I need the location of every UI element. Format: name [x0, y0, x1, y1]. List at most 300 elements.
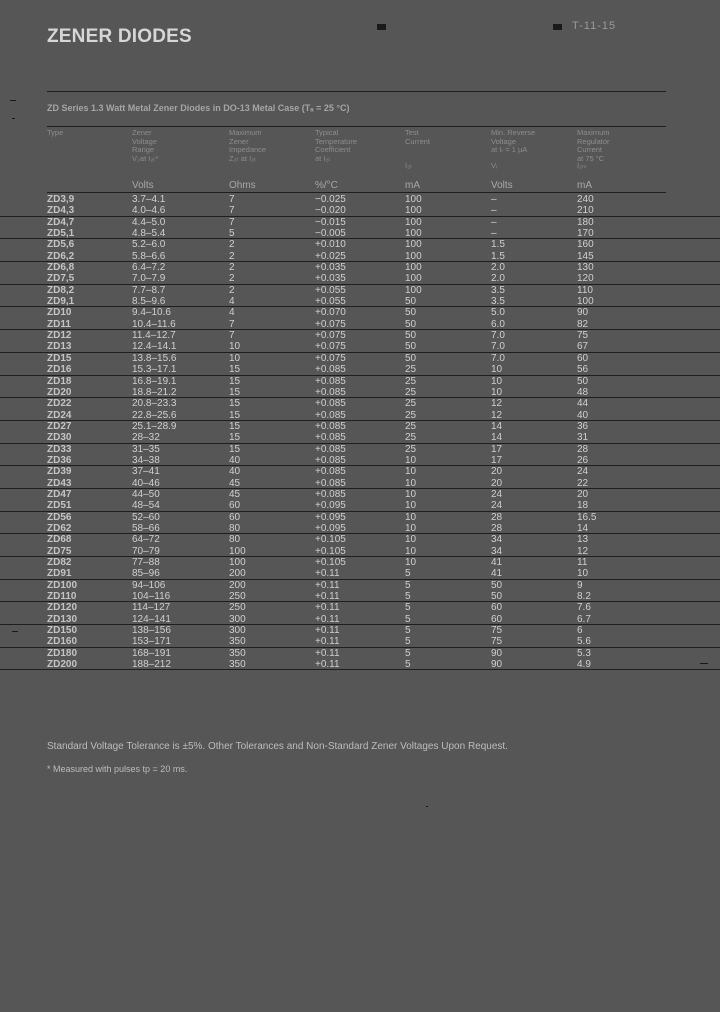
value-cell: +0.085 [315, 375, 346, 387]
value-cell: 31–35 [132, 443, 160, 455]
value-cell: 24 [491, 500, 503, 512]
value-cell: 52–60 [132, 511, 160, 523]
value-cell: 5.6 [577, 636, 591, 648]
value-cell: 1.5 [491, 239, 505, 251]
value-cell: 200 [229, 568, 246, 580]
type-cell: ZD12 [47, 330, 72, 342]
value-cell: 24 [577, 466, 589, 478]
value-cell: 48–54 [132, 500, 160, 512]
table-row [0, 636, 720, 647]
value-cell: 7.0 [491, 352, 505, 364]
value-cell: 40 [229, 454, 241, 466]
value-cell: 2.0 [491, 273, 505, 285]
table-row [0, 330, 720, 341]
value-cell: 10 [229, 352, 241, 364]
value-cell: 7.0–7.9 [132, 273, 166, 285]
column-symbol: Vᵣ [491, 161, 498, 170]
value-cell: 80 [229, 534, 241, 546]
value-cell: +0.085 [315, 420, 346, 432]
value-cell: 2 [229, 273, 235, 285]
type-cell: ZD56 [47, 511, 72, 523]
table-row [0, 659, 720, 670]
value-cell: 22 [577, 477, 589, 489]
value-cell: 10 [405, 545, 417, 557]
value-cell: 10 [405, 454, 417, 466]
value-cell: 5 [405, 568, 411, 580]
value-cell: 70–79 [132, 545, 160, 557]
value-cell: 12 [577, 545, 589, 557]
table-row [0, 251, 720, 262]
scan-speck [426, 806, 428, 807]
value-cell: 75 [491, 625, 503, 637]
value-cell: 25 [405, 409, 417, 421]
value-cell: 16.8–19.1 [132, 375, 177, 387]
column-unit: Ohms [229, 180, 256, 191]
value-cell: 50 [405, 352, 417, 364]
value-cell: 10 [405, 488, 417, 500]
value-cell: 25 [405, 443, 417, 455]
value-cell: 45 [229, 477, 241, 489]
value-cell: 3.5 [491, 284, 505, 296]
value-cell: 25.1–28.9 [132, 420, 177, 432]
value-cell: 5 [405, 659, 411, 671]
type-cell: ZD200 [47, 659, 78, 671]
value-cell: +0.010 [315, 239, 346, 251]
value-cell: 15 [229, 375, 241, 387]
value-cell: 13 [577, 534, 589, 546]
value-cell: 34 [491, 545, 503, 557]
value-cell: 1.5 [491, 250, 505, 262]
value-cell: +0.095 [315, 511, 346, 523]
value-cell: 15 [229, 398, 241, 410]
type-cell: ZD68 [47, 534, 72, 546]
value-cell: 60 [229, 511, 241, 523]
value-cell: 114–127 [132, 602, 171, 614]
value-cell: 7 [229, 194, 235, 205]
value-cell: 10 [491, 375, 503, 387]
value-cell: 180 [577, 216, 594, 228]
type-cell: ZD110 [47, 591, 77, 603]
value-cell: 100 [229, 557, 246, 568]
value-cell: +0.11 [315, 579, 340, 591]
value-cell: +0.085 [315, 477, 346, 489]
value-cell: +0.11 [315, 636, 340, 648]
value-cell: 9 [577, 579, 583, 591]
type-cell: ZD20 [47, 386, 72, 398]
value-cell: 124–141 [132, 613, 171, 625]
value-cell: 44 [577, 398, 589, 410]
value-cell: 5 [405, 625, 411, 637]
value-cell: 36 [577, 420, 589, 432]
table-row [0, 319, 720, 330]
value-cell: 20.8–23.3 [132, 398, 177, 410]
value-cell: 15 [229, 420, 241, 432]
type-cell: ZD43 [47, 477, 72, 489]
table-row [0, 534, 720, 545]
value-cell: +0.11 [315, 659, 340, 671]
value-cell: 240 [577, 194, 594, 205]
value-cell: +0.085 [315, 409, 346, 421]
value-cell: 10 [405, 557, 417, 568]
value-cell: 6.7 [577, 613, 591, 625]
value-cell: 60 [491, 602, 503, 614]
value-cell: 5.3 [577, 647, 591, 659]
value-cell: 12.4–14.1 [132, 341, 177, 353]
table-row [0, 512, 720, 523]
document-code: T-11-15 [572, 20, 617, 32]
value-cell: 90 [491, 659, 503, 671]
value-cell: +0.085 [315, 432, 346, 444]
value-cell: 20 [491, 466, 503, 478]
value-cell: +0.085 [315, 443, 346, 455]
value-cell: 5.2–6.0 [132, 239, 166, 251]
value-cell: 153–171 [132, 636, 171, 648]
table-row [0, 478, 720, 489]
value-cell: 90 [491, 647, 503, 659]
registration-mark [553, 24, 562, 30]
value-cell: 82 [577, 318, 589, 330]
type-cell: ZD5,6 [47, 239, 75, 251]
value-cell: 2.0 [491, 262, 505, 274]
value-cell: 100 [405, 216, 422, 228]
value-cell: 94–106 [132, 579, 166, 591]
value-cell: +0.11 [315, 625, 340, 637]
value-cell: 75 [491, 636, 503, 648]
value-cell: +0.105 [315, 534, 346, 546]
value-cell: 58–66 [132, 522, 160, 534]
value-cell: +0.11 [315, 568, 340, 580]
value-cell: +0.075 [315, 330, 346, 342]
type-cell: ZD75 [47, 545, 72, 557]
value-cell: 100 [405, 205, 422, 217]
value-cell: 10 [229, 341, 241, 353]
table-row [0, 228, 720, 239]
value-cell: 40 [229, 466, 241, 478]
type-cell: ZD51 [47, 500, 72, 512]
value-cell: 100 [577, 296, 594, 308]
value-cell: 40–46 [132, 477, 160, 489]
value-cell: 25 [405, 364, 417, 376]
value-cell: – [491, 216, 497, 228]
value-cell: 5 [405, 647, 411, 659]
value-cell: 6.4–7.2 [132, 262, 166, 274]
value-cell: 100 [405, 262, 422, 274]
table-row [0, 410, 720, 421]
value-cell: 25 [405, 398, 417, 410]
value-cell: 37–41 [132, 466, 160, 478]
value-cell: 10.4–11.6 [132, 318, 176, 330]
value-cell: 13.8–15.6 [132, 352, 177, 364]
type-cell: ZD13 [47, 341, 72, 353]
value-cell: 100 [405, 273, 422, 285]
value-cell: +0.085 [315, 386, 346, 398]
type-cell: ZD27 [47, 420, 72, 432]
value-cell: 10 [405, 477, 417, 489]
value-cell: 44–50 [132, 488, 160, 500]
type-cell: ZD18 [47, 375, 72, 387]
value-cell: 300 [229, 613, 246, 625]
value-cell: 25 [405, 432, 417, 444]
value-cell: 130 [577, 262, 594, 274]
value-cell: 120 [577, 273, 594, 285]
type-cell: ZD62 [47, 522, 72, 534]
value-cell: 168–191 [132, 647, 171, 659]
value-cell: 2 [229, 284, 235, 296]
value-cell: 26 [577, 454, 589, 466]
table-row [0, 205, 720, 216]
value-cell: 14 [491, 420, 503, 432]
table-row [0, 387, 720, 398]
value-cell: 100 [405, 228, 422, 240]
zener-table [0, 194, 720, 670]
value-cell: +0.095 [315, 522, 346, 534]
table-row [0, 353, 720, 364]
table-row [0, 432, 720, 443]
value-cell: 16.5 [577, 511, 597, 523]
value-cell: 50 [405, 307, 417, 319]
value-cell: 22.8–25.6 [132, 409, 177, 421]
value-cell: 350 [229, 659, 246, 671]
table-row [0, 455, 720, 466]
value-cell: 17 [491, 454, 503, 466]
value-cell: 41 [491, 557, 503, 568]
value-cell: 5.8–6.6 [132, 250, 166, 262]
table-row [0, 296, 720, 307]
value-cell: 50 [405, 318, 417, 330]
table-row [0, 239, 720, 250]
type-cell: ZD82 [47, 557, 72, 568]
value-cell: 7.6 [577, 602, 591, 614]
value-cell: 2 [229, 262, 235, 274]
value-cell: 15 [229, 443, 241, 455]
value-cell: 24 [491, 488, 503, 500]
value-cell: 11 [577, 557, 588, 568]
footnote: * Measured with pulses tp = 20 ms. [47, 764, 188, 774]
table-row [0, 568, 720, 579]
value-cell: 6 [577, 625, 583, 637]
value-cell: 8.5–9.6 [132, 296, 166, 308]
value-cell: +0.085 [315, 454, 346, 466]
table-row [0, 546, 720, 557]
value-cell: 10 [491, 364, 503, 376]
value-cell: 2 [229, 239, 235, 251]
value-cell: +0.085 [315, 488, 346, 500]
type-cell: ZD4,7 [47, 216, 75, 228]
value-cell: 12 [491, 409, 503, 421]
scan-speck [700, 663, 708, 664]
value-cell: 34 [491, 534, 503, 546]
value-cell: 17 [491, 443, 503, 455]
value-cell: 7 [229, 318, 235, 330]
value-cell: 145 [577, 250, 594, 262]
value-cell: 40 [577, 409, 589, 421]
value-cell: 5 [405, 602, 411, 614]
type-cell: ZD22 [47, 398, 72, 410]
column-heading: Zener Voltage Range V₂at I₂ₜ* [132, 128, 159, 163]
column-unit: mA [577, 180, 592, 191]
value-cell: +0.025 [315, 250, 346, 262]
value-cell: 7.0 [491, 330, 505, 342]
value-cell: +0.075 [315, 341, 346, 353]
value-cell: 5 [405, 591, 411, 603]
value-cell: 4.9 [577, 659, 591, 671]
value-cell: 12 [491, 398, 503, 410]
value-cell: +0.11 [315, 647, 340, 659]
value-cell: 104–116 [132, 591, 171, 603]
type-cell: ZD100 [47, 579, 78, 591]
type-cell: ZD39 [47, 466, 72, 478]
type-cell: ZD6,8 [47, 262, 75, 274]
value-cell: 56 [577, 364, 589, 376]
type-cell: ZD47 [47, 488, 72, 500]
type-cell: ZD7,5 [47, 273, 75, 285]
table-row [0, 523, 720, 534]
value-cell: −0.025 [315, 194, 346, 205]
value-cell: 28–32 [132, 432, 160, 444]
type-cell: ZD36 [47, 454, 72, 466]
table-row [0, 489, 720, 500]
value-cell: 60 [491, 613, 503, 625]
value-cell: +0.11 [315, 613, 340, 625]
type-cell: ZD3,9 [47, 194, 75, 205]
value-cell: 50 [491, 579, 503, 591]
table-row [0, 398, 720, 409]
value-cell: 28 [577, 443, 589, 455]
value-cell: +0.105 [315, 557, 346, 568]
value-cell: 210 [577, 205, 594, 217]
value-cell: 28 [491, 511, 503, 523]
value-cell: 41 [491, 568, 503, 580]
value-cell: −0.005 [315, 228, 346, 240]
value-cell: +0.105 [315, 545, 346, 557]
value-cell: 300 [229, 625, 246, 637]
column-heading: Type [47, 128, 64, 137]
value-cell: 7 [229, 205, 235, 217]
value-cell: 10 [405, 466, 417, 478]
value-cell: 10 [491, 386, 503, 398]
table-row [0, 376, 720, 387]
type-cell: ZD130 [47, 613, 78, 625]
type-cell: ZD15 [47, 352, 72, 364]
value-cell: 85–96 [132, 568, 160, 580]
value-cell: 50 [405, 341, 417, 353]
value-cell: 15 [229, 386, 241, 398]
type-cell: ZD24 [47, 409, 72, 421]
column-heading: Maximum Regulator Current at 75 °C [577, 128, 610, 163]
value-cell: 18 [577, 500, 589, 512]
table-row [0, 194, 720, 205]
value-cell: 100 [405, 239, 422, 251]
table-row [0, 273, 720, 284]
value-cell: +0.11 [315, 591, 340, 603]
table-row [0, 500, 720, 511]
scan-speck [10, 100, 16, 101]
type-cell: ZD4,3 [47, 205, 75, 217]
value-cell: 15.3–17.1 [132, 364, 177, 376]
value-cell: 25 [405, 420, 417, 432]
type-cell: ZD10 [47, 307, 72, 319]
column-symbol: I₂ₜ [405, 161, 413, 170]
registration-mark [377, 24, 386, 30]
value-cell: +0.055 [315, 284, 346, 296]
value-cell: +0.085 [315, 466, 346, 478]
column-unit: Volts [491, 180, 513, 191]
value-cell: 8.2 [577, 591, 591, 603]
value-cell: 4.4–5.0 [132, 216, 166, 228]
column-unit: mA [405, 180, 420, 191]
table-row [0, 307, 720, 318]
value-cell: 3.7–4.1 [132, 194, 166, 205]
type-cell: ZD91 [47, 568, 72, 580]
value-cell: 6.0 [491, 318, 505, 330]
value-cell: 9.4–10.6 [132, 307, 171, 319]
value-cell: 15 [229, 409, 241, 421]
value-cell: 25 [405, 386, 417, 398]
value-cell: +0.075 [315, 318, 346, 330]
value-cell: +0.095 [315, 500, 346, 512]
value-cell: +0.035 [315, 262, 346, 274]
value-cell: 50 [491, 591, 503, 603]
table-row [0, 648, 720, 659]
table-row [0, 364, 720, 375]
value-cell: 15 [229, 432, 241, 444]
value-cell: 7.0 [491, 341, 505, 353]
column-heading: Min. Reverse Voltage at Iᵣ = 1 µA [491, 128, 536, 154]
table-row [0, 444, 720, 455]
type-cell: ZD11 [47, 318, 71, 330]
value-cell: 14 [577, 522, 589, 534]
value-cell: +0.085 [315, 398, 346, 410]
value-cell: 2 [229, 250, 235, 262]
value-cell: 80 [229, 522, 241, 534]
value-cell: 45 [229, 488, 241, 500]
table-row [0, 591, 720, 602]
value-cell: 4.0–4.6 [132, 205, 166, 217]
value-cell: 77–88 [132, 557, 160, 568]
table-row [0, 262, 720, 273]
type-cell: ZD120 [47, 602, 78, 614]
value-cell: 4 [229, 296, 235, 308]
value-cell: +0.035 [315, 273, 346, 285]
value-cell: 200 [229, 579, 246, 591]
value-cell: +0.085 [315, 364, 346, 376]
table-row [0, 217, 720, 228]
value-cell: 18.8–21.2 [132, 386, 177, 398]
top-rule [47, 91, 666, 92]
value-cell: 50 [405, 296, 417, 308]
value-cell: 50 [405, 330, 417, 342]
value-cell: 20 [577, 488, 589, 500]
value-cell: 5 [405, 579, 411, 591]
table-row [0, 580, 720, 591]
value-cell: – [491, 205, 497, 217]
column-heading: Maximum Zener Impedance Z₂ₜ at I₂ₜ [229, 128, 267, 163]
value-cell: 250 [229, 591, 246, 603]
table-row [0, 614, 720, 625]
table-row [0, 285, 720, 296]
value-cell: 4 [229, 307, 235, 319]
value-cell: 110 [577, 284, 593, 296]
column-unit: %/°C [315, 180, 338, 191]
type-cell: ZD16 [47, 364, 72, 376]
scan-speck [12, 631, 18, 632]
value-cell: 11.4–12.7 [132, 330, 176, 342]
value-cell: 100 [405, 250, 422, 262]
value-cell: 250 [229, 602, 246, 614]
value-cell: +0.070 [315, 307, 346, 319]
value-cell: −0.020 [315, 205, 346, 217]
value-cell: 90 [577, 307, 589, 319]
